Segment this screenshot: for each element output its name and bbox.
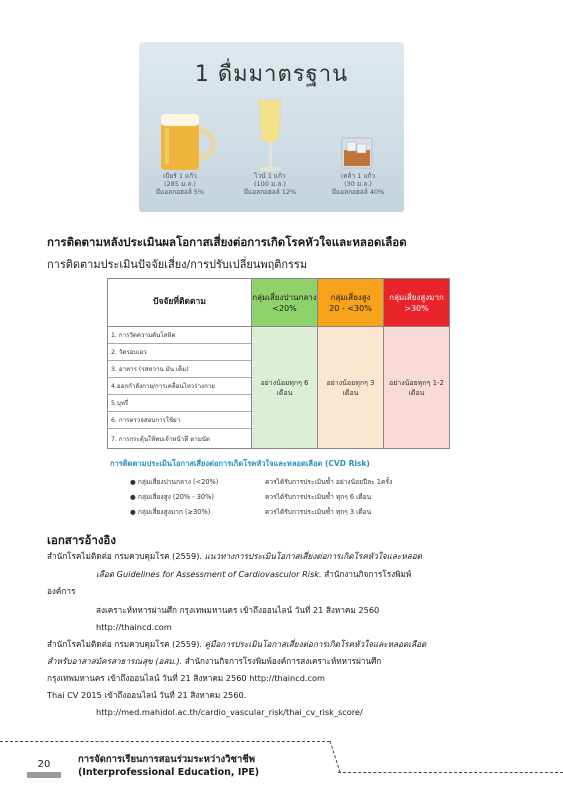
factor-row: 2. วัดรอบเอว — [108, 344, 251, 361]
moderate-risk-followup: อย่างน้อยทุกๆ 6 เดือน — [251, 327, 317, 448]
legend-group: ● กลุ่มเสี่ยงสูงมาก (≥30%) — [130, 508, 211, 516]
footer-divider-slant — [320, 741, 360, 772]
footer-divider — [0, 741, 330, 742]
factor-row: 1. การวัดความดันโลหิต — [108, 327, 251, 344]
section-heading: การติดตามหลังประเมินผลโอกาสเสี่ยงต่อการเกิดโรคหัวใจและหลอดเลือด — [47, 235, 407, 249]
legend-group: ● กลุ่มเสี่ยงสูง (20% - 30%) — [130, 493, 214, 501]
reference-1-cont: สงเคราะห์ทหารผ่านศึก กรุงเทพมหานคร เข้าถึงออนไลน์ วันที่ 21 สิงหาคม 2560 — [96, 605, 380, 615]
legend-advice: ควรได้รับการประเมินซ้ำ ทุกๆ 6 เดือน — [265, 493, 372, 501]
beer-caption: เบียร์ 1 แก้ว (285 ม.ล.) มีแอลกอฮอล์ 5% — [155, 172, 205, 196]
reference-1-cont: เลือด Guidelines for Assessment of Cardiovasculor Risk. สำนักงานกิจการโรงพิมพ์ — [96, 569, 412, 579]
factor-row: 4.ออกกำลังกาย/การเคลื่อนไหวร่างกาย — [108, 378, 251, 395]
reference-3-link[interactable]: http://med.mahidol.ac.th/cardio_vascular_risk/thai_cv_risk_score/ — [96, 707, 363, 717]
header-high-risk: กลุ่มเสี่ยงสูง 20 - <30% — [317, 279, 383, 327]
factor-row: 7. การกระตุ้นให้พบเจ้าหน้าที่ ตามนัด — [111, 435, 211, 443]
reference-1: สำนักโรคไม่ติดต่อ กรมควบคุมโรค (2559). แนวทางการประเมินโอกาสเสี่ยงต่อการเกิดโรคหัวใจและหลอด — [47, 551, 422, 561]
footer-divider — [338, 772, 563, 773]
header-factor: ปัจจัยที่ติดตาม — [108, 279, 251, 327]
header-very-high-risk: กลุ่มเสี่ยงสูงมาก >30% — [383, 279, 449, 327]
legend-advice: ควรได้รับการประเมินซ้ำ อย่างน้อยปีละ 1ครั้ง — [265, 478, 393, 486]
factor-row: 3. อาหาร (รสหวาน มัน เค็ม) — [108, 361, 251, 378]
reference-1-link[interactable]: http://thaincd.com — [96, 622, 172, 632]
references-heading: เอกสารอ้างอิง — [47, 533, 116, 547]
footer-title: การจัดการเรียนการสอนร่วมระหว่างวิชาชีพ — [78, 754, 256, 765]
high-risk-followup: อย่างน้อยทุกๆ 3 เดือน — [317, 327, 383, 448]
standard-drink-image — [139, 42, 404, 212]
reference-2: สำนักโรคไม่ติดต่อ กรมควบคุมโรค (2559). คู่มือการประเมินโอกาสเสี่ยงต่อการเกิดโรคหัวใจและหลอดเลือด — [47, 639, 427, 649]
reference-3: Thai CV 2015 เข้าถึงออนไลน์ วันที่ 21 สิงหาคม 2560. — [47, 690, 247, 700]
very-high-risk-followup: อย่างน้อยทุกๆ 1-2 เดือน — [383, 327, 449, 448]
page-number: 20 — [37, 759, 51, 770]
drink-image-title: 1 ดื่มมาตรฐาน — [194, 62, 349, 87]
factor-row: 5.บุหรี่ — [108, 395, 251, 412]
wine-caption: ไวน์ 1 แก้ว (100 ม.ล.) มีแอลกอฮอล์ 12% — [243, 172, 297, 196]
section-subheading: การติดตามประเมินปัจจัยเสี่ยง/การปรับเปลี่ยนพฤติกรรม — [47, 258, 308, 271]
whisky-glass-icon — [342, 138, 372, 168]
factor-row: 6. การตรวจสอบการใช้ยา — [108, 412, 251, 429]
reference-2-cont: กรุงเทพมหานคร เข้าถึงออนไลน์ วันที่ 21 สิงหาคม 2560 http://thaincd.com — [47, 673, 325, 683]
header-moderate-risk: กลุ่มเสี่ยงปานกลาง <20% — [251, 279, 317, 327]
liquor-caption: เหล้า 1 แก้ว (30 ม.ล.) มีแอลกอฮอล์ 40% — [331, 172, 385, 196]
wine-glass-icon — [259, 100, 281, 172]
beer-mug-icon — [161, 114, 213, 170]
risk-followup-table — [107, 278, 450, 449]
legend-group: ● กลุ่มเสี่ยงปานกลาง (<20%) — [130, 478, 219, 486]
footer-subtitle: (Interprofessional Education, IPE) — [78, 767, 260, 778]
page-number-bar — [27, 772, 61, 778]
reference-1-cont: องค์การ — [47, 586, 76, 596]
reference-2-cont: สำหรับอาสาสมัครสาธารณสุข (อสม.). สำนักงานกิจการโรงพิมพ์องค์การสงเคราะห์ทหารผ่านศึก — [47, 656, 382, 666]
cvd-risk-legend-title: การติดตามประเมินโอกาสเสี่ยงต่อการเกิดโรคหัวใจและหลอดเลือด (CVD Risk) — [110, 459, 370, 468]
legend-advice: ควรได้รับการประเมินซ้ำ ทุกๆ 3 เดือน — [265, 508, 372, 516]
